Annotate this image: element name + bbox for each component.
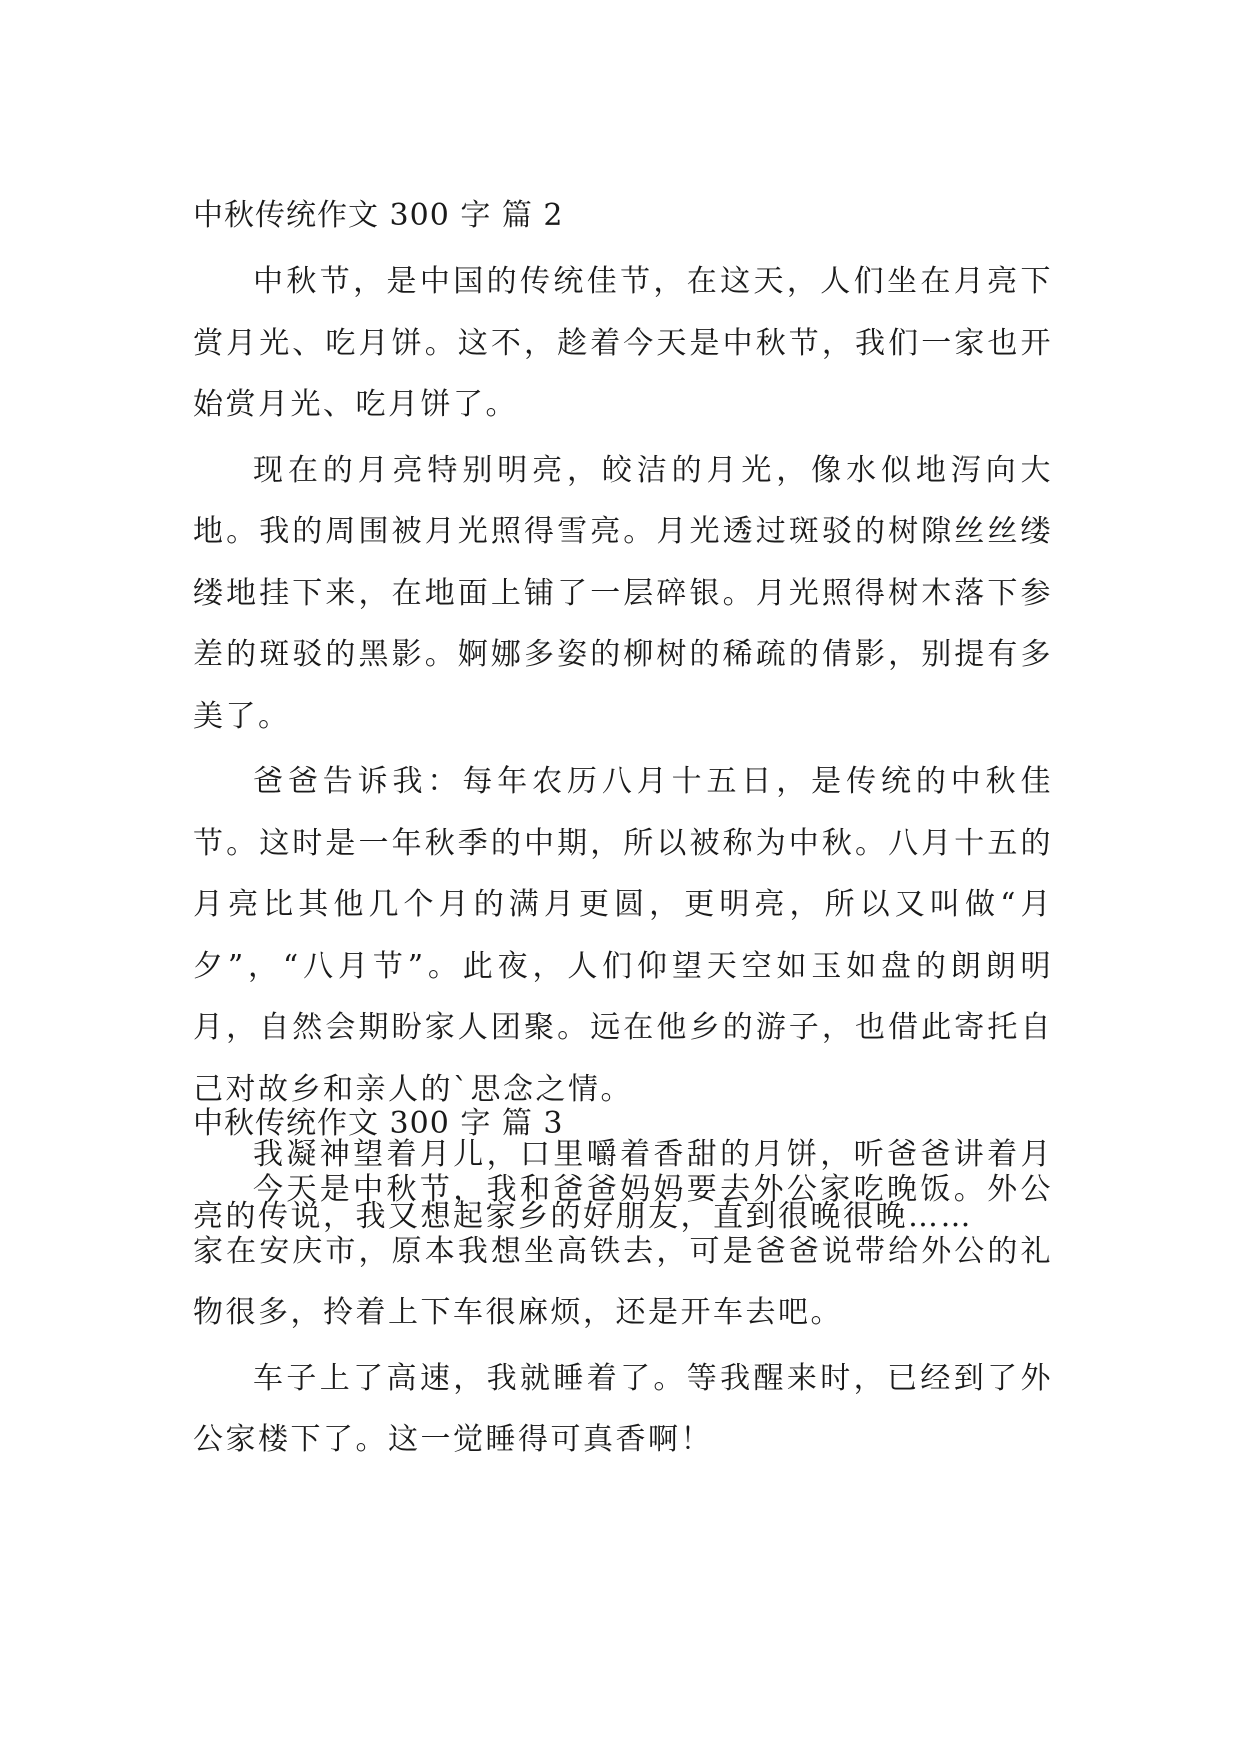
section-title: 中秋传统作文 300 字 篇 2 bbox=[193, 198, 564, 233]
paragraph: 中秋节，是中国的传统佳节，在这天，人们坐在月亮下赏月光、吃月饼。这不，趁着今天是中秋节，我们一家也开始赏月光、吃月饼了。 bbox=[193, 264, 1053, 422]
essay-section-2 bbox=[193, 196, 1053, 1247]
paragraph: 今天是中秋节，我和爸爸妈妈要去外公家吃晚饭。外公家在安庆市，原本我想坐高铁去，可是爸爸说带给外公的礼物很多，拎着上下车很麻烦，还是开车去吧。 bbox=[193, 1172, 1053, 1330]
section-title: 中秋传统作文 300 字 篇 3 bbox=[193, 1106, 564, 1141]
essay-section-3 bbox=[193, 1104, 1053, 1471]
paragraph: 车子上了高速，我就睡着了。等我醒来时，已经到了外公家楼下了。这一觉睡得可真香啊！ bbox=[193, 1360, 1053, 1457]
paragraph: 我凝神望着月儿，口里嚼着香甜的月饼，听爸爸讲着月亮的传说，我又想起家乡的好朋友，直到很晚很晚…… bbox=[193, 1137, 1053, 1234]
paragraph: 现在的月亮特别明亮，皎洁的月光，像水似地泻向大地。我的周围被月光照得雪亮。月光透过斑驳的树隙丝丝缕缕地挂下来，在地面上铺了一层碎银。月光照得树木落下参差的斑驳的黑影。婀娜多姿的柳树的稀疏的倩影，别提有多美了。 bbox=[193, 452, 1053, 734]
paragraph: 爸爸告诉我：每年农历八月十五日，是传统的中秋佳节。这时是一年秋季的中期，所以被称为中秋。八月十五的月亮比其他几个月的满月更圆，更明亮，所以又叫做“月夕”，“八月节”。此夜，人们仰望天空如玉如盘的朗朗明月，自然会期盼家人团聚。远在他乡的游子，也借此寄托自己对故乡和亲人的`思念之情。 bbox=[193, 764, 1053, 1107]
